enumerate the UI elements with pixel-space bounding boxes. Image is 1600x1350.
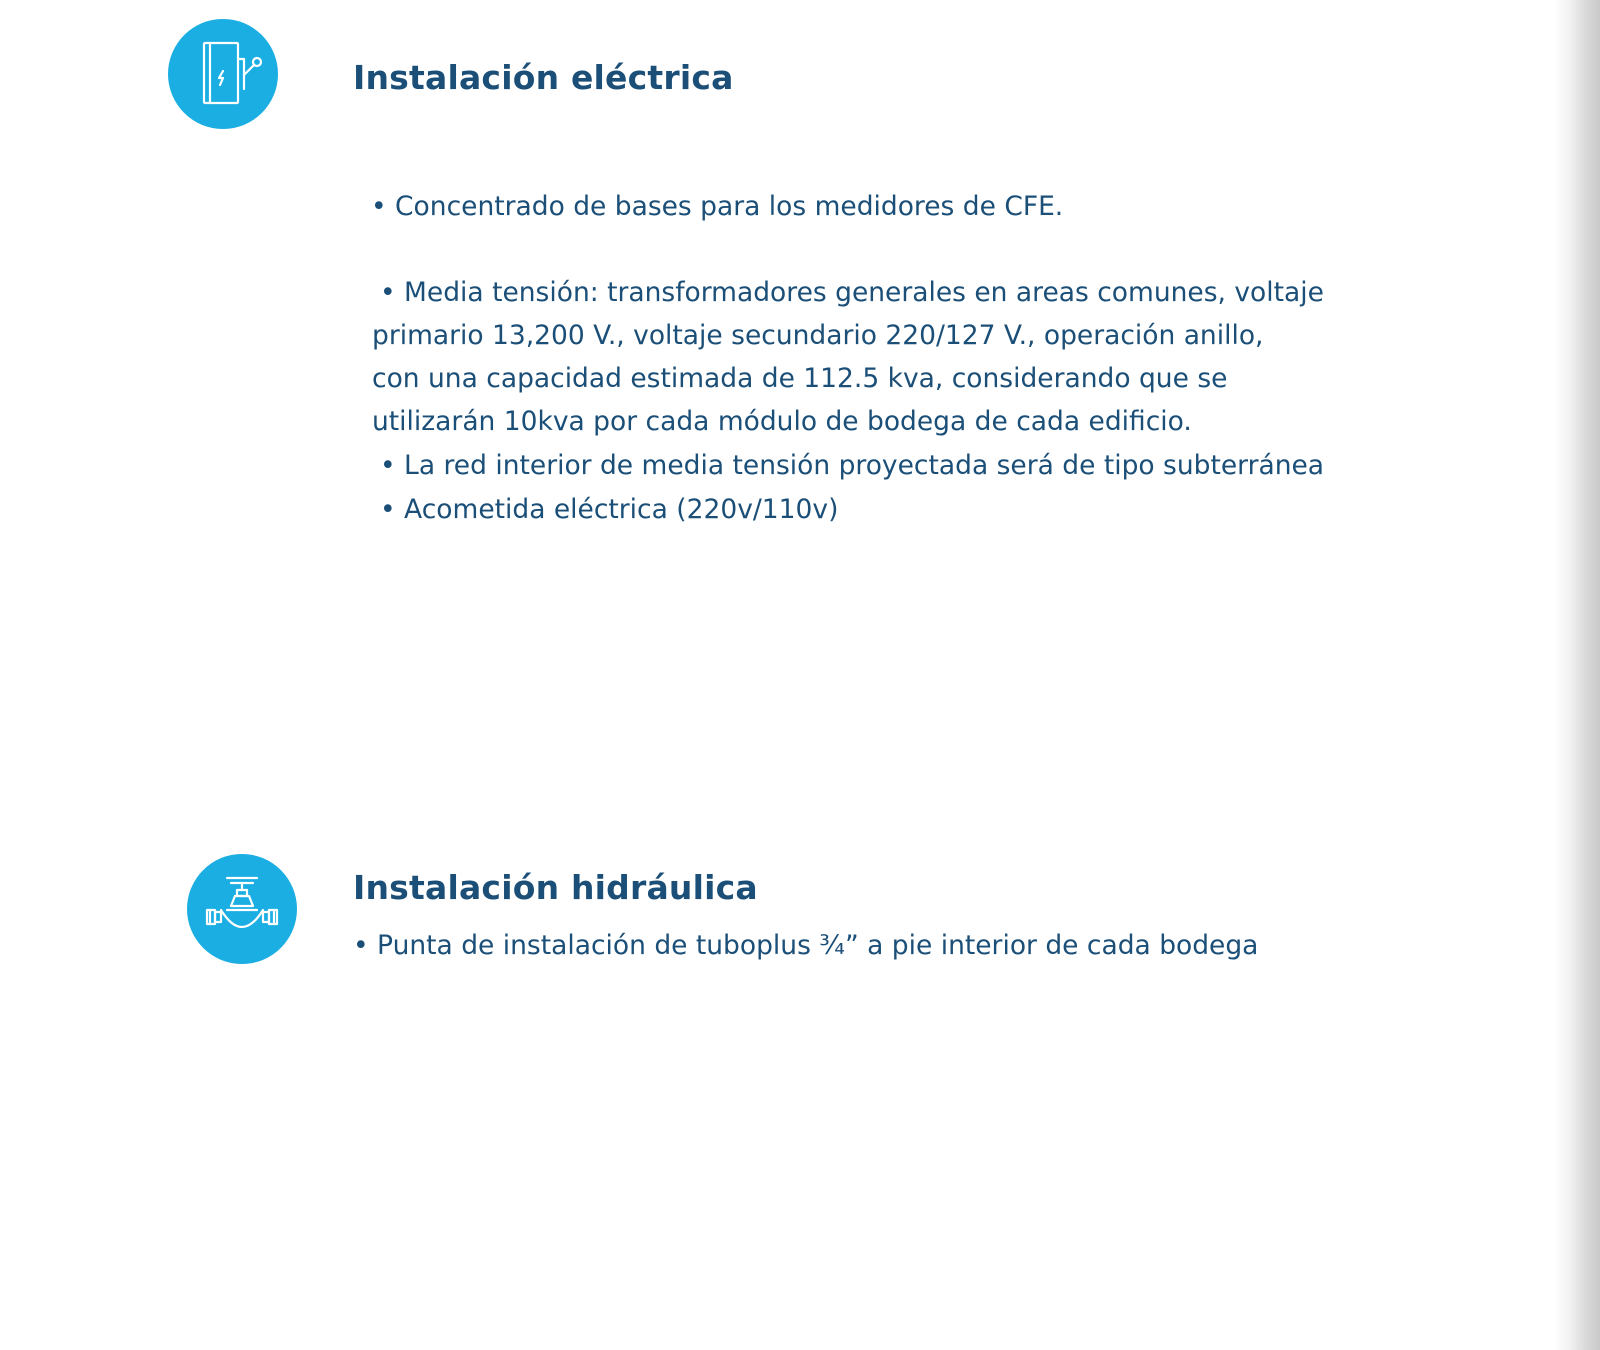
electrical-panel-icon — [168, 19, 278, 129]
list-item-line: utilizarán 10kva por cada módulo de bodega de cada edificio. — [372, 406, 1192, 437]
list-item-line: • Media tensión: transformadores generales en areas comunes, voltaje — [380, 277, 1324, 308]
list-item — [372, 271, 1455, 443]
water-valve-icon — [187, 854, 297, 964]
list-item: • Concentrado de bases para los medidores de CFE. — [371, 191, 1064, 222]
list-item: • La red interior de media tensión proyectada será de tipo subterránea — [380, 450, 1325, 481]
page-edge-shadow — [1554, 0, 1600, 1350]
list-item-line: con una capacidad estimada de 112.5 kva, considerando que se — [372, 363, 1228, 394]
section-title-electric: Instalación eléctrica — [353, 58, 734, 97]
list-item: • Punta de instalación de tuboplus ¾” a pie interior de cada bodega — [353, 930, 1259, 961]
list-item-line: primario 13,200 V., voltaje secundario 220/127 V., operación anillo, — [372, 320, 1264, 351]
section-title-hydraulic: Instalación hidráulica — [353, 868, 758, 907]
list-item: • Acometida eléctrica (220v/110v) — [380, 494, 839, 525]
